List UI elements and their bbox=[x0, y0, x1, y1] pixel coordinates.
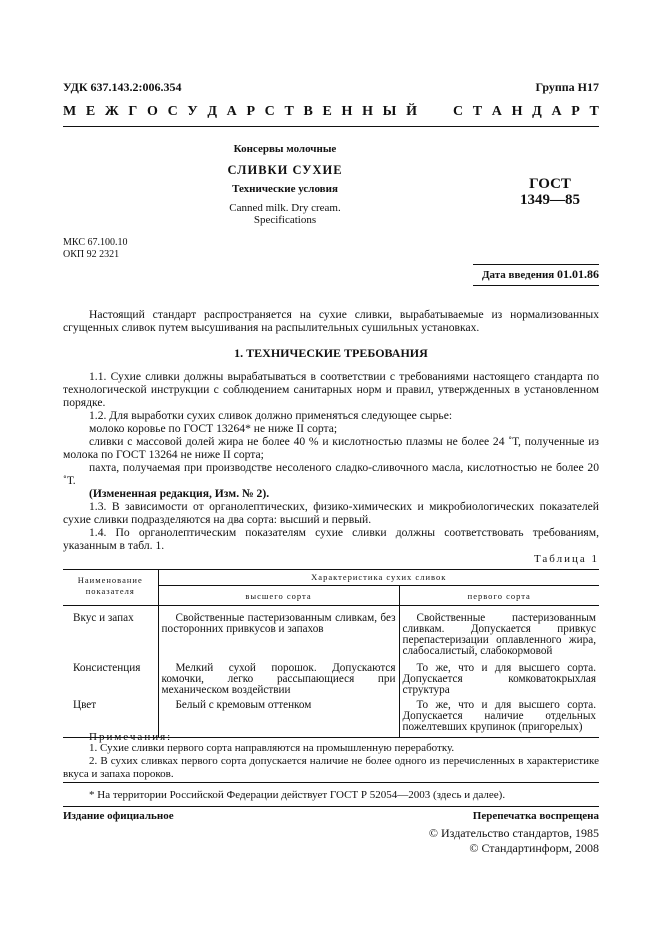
quality-table bbox=[63, 569, 599, 738]
banner-letter: С bbox=[167, 104, 178, 119]
clause-1-3: 1.3. В зависимости от органолептических, физико-химических и микробиологических показателей сухие сливки подразделяются на два сорта: высший и первый. bbox=[63, 500, 599, 526]
footnote-rule bbox=[63, 782, 599, 783]
footer-rule bbox=[63, 806, 599, 807]
banner-letter: А bbox=[491, 104, 502, 119]
table-caption: Таблица 1 bbox=[533, 553, 599, 565]
date-rule-bottom bbox=[473, 285, 599, 286]
title-english-2: Specifications bbox=[253, 214, 317, 226]
copyright-2: © Стандартинформ, 2008 bbox=[469, 841, 599, 855]
clause-1-2-buttermilk: пахта, получаемая при производстве несоленого сладко-сливочного масла, кислотностью не более 20 ˚Т. bbox=[63, 461, 599, 487]
row-indicator: Вкус и запах bbox=[63, 606, 158, 658]
banner-letter bbox=[440, 104, 444, 122]
clause-1-2-milk: молоко коровье по ГОСТ 13264* не ниже II сорта; bbox=[89, 422, 338, 435]
banner-letter: Т bbox=[472, 104, 483, 119]
row-first-grade: То же, что и для высшего сорта. Допускается наличие отдельных пожелтевших крупинок (пригорелых) bbox=[402, 699, 596, 733]
banner-letter: Е bbox=[85, 104, 96, 119]
banner-letter: В bbox=[303, 104, 313, 119]
banner-letter: А bbox=[226, 104, 237, 119]
row-top-grade: Мелкий сухой порошок. Допускаются комочки, легко рассыпающиеся при механическом воздействии bbox=[158, 657, 399, 696]
banner-letter: Р bbox=[246, 104, 255, 119]
banner-letter: А bbox=[551, 104, 562, 119]
page-title: СЛИВКИ СУХИЕ bbox=[227, 163, 343, 177]
notes-title: Примечания: bbox=[89, 731, 173, 743]
clause-1-4: 1.4. По органолептическим показателям сухие сливки должны соответствовать требованиям, указанным в табл. 1. bbox=[63, 526, 599, 552]
banner-letter: Д bbox=[207, 104, 217, 119]
title-english-1: Canned milk. Dry cream. bbox=[229, 202, 341, 214]
copyright-1: © Издательство стандартов, 1985 bbox=[428, 826, 599, 840]
row-top-grade: Свойственные пастеризованным сливкам, без посторонних привкусов и запахов bbox=[158, 606, 399, 658]
amendment-note: (Измененная редакция, Изм. № 2). bbox=[89, 487, 270, 500]
header-first-grade: первого сорта bbox=[399, 586, 599, 606]
banner-letter: Н bbox=[362, 104, 373, 119]
row-first-grade: Свойственные пастеризованным сливкам. Допускается привкус перепастеризации оплавленного жира, слабосалистый, слабокормовой bbox=[402, 612, 596, 657]
header-rule bbox=[63, 126, 599, 127]
clause-1-2-cream: сливки с массовой долей жира не более 40 % и кислотностью плазмы не более 24 ˚Т, полученные из молока по ГОСТ 13264 не ниже II сорта; bbox=[63, 435, 599, 461]
banner-letter: Е bbox=[322, 104, 332, 119]
effective-date-value: 01.01.86 bbox=[557, 267, 599, 281]
banner-letter: М bbox=[63, 104, 77, 119]
row-first-grade: То же, что и для высшего сорта. Допускается комковатокрыхлая структура bbox=[402, 662, 596, 696]
clause-1-1: 1.1. Сухие сливки должны вырабатываться в соответствии с требованиями настоящего стандарта по технологической инструкции с соблюдением санитарных норм и правил, утвержденных в установленном порядке. bbox=[63, 370, 599, 409]
group-code: Группа Н17 bbox=[535, 80, 599, 94]
intro-paragraph: Настоящий стандарт распространяется на сухие сливки, вырабатываемые из нормализованных сгущенных сливок путем высушивания на распылительных сушильных установках. bbox=[63, 308, 599, 334]
banner-letter: Н bbox=[341, 104, 353, 119]
udk-code: УДК 637.143.2:006.354 bbox=[63, 80, 182, 94]
banner-letter: Т bbox=[284, 104, 294, 119]
banner-letter: Н bbox=[511, 104, 523, 119]
gost-number: 1349—85 bbox=[520, 192, 580, 208]
table-row bbox=[63, 657, 599, 696]
clause-1-2: 1.2. Для выработки сухих сливок должно применяться следующее сырье: bbox=[89, 409, 453, 422]
banner-letter: С bbox=[264, 104, 275, 119]
note-1: 1. Сухие сливки первого сорта направляются на промышленную переработку. bbox=[89, 742, 455, 754]
row-top-grade: Белый с кремовым оттенком bbox=[158, 696, 399, 738]
row-indicator: Консистенция bbox=[63, 657, 158, 696]
banner-letter: Г bbox=[128, 104, 138, 119]
table-row bbox=[63, 606, 599, 658]
header-characteristics: Характеристика сухих сливок bbox=[158, 570, 599, 586]
banner-letter: Р bbox=[571, 104, 580, 119]
official-edition: Издание официальное bbox=[63, 810, 174, 822]
okp-code: ОКП 92 2321 bbox=[63, 249, 120, 260]
banner-letter: Ж bbox=[104, 104, 119, 119]
banner-letter: С bbox=[452, 104, 464, 119]
section-heading: 1. ТЕХНИЧЕСКИЕ ТРЕБОВАНИЯ bbox=[234, 346, 428, 360]
gost-label: ГОСТ bbox=[529, 176, 571, 192]
title-category: Консервы молочные bbox=[233, 143, 337, 155]
row-indicator: Цвет bbox=[63, 696, 158, 738]
banner-letter: Й bbox=[406, 104, 417, 119]
mks-code: МКС 67.100.10 bbox=[63, 237, 128, 248]
banner-letter: У bbox=[187, 104, 198, 119]
interstate-standard-banner bbox=[63, 104, 599, 122]
reprint-notice: Перепечатка воспрещена bbox=[472, 810, 599, 822]
note-2: 2. В сухих сливках первого сорта допускается наличие не более одного из перечисленных в характеристике вкуса и запаха пороков. bbox=[63, 755, 599, 780]
header-indicator: Наименование показателя bbox=[63, 570, 158, 606]
effective-date bbox=[400, 268, 599, 282]
effective-date-label: Дата введения bbox=[481, 269, 555, 281]
banner-letter: Д bbox=[532, 104, 542, 119]
footnote: * На территории Российской Федерации действует ГОСТ Р 52054—2003 (здесь и далее). bbox=[89, 789, 506, 801]
banner-letter: Ы bbox=[382, 104, 397, 119]
banner-letter: Т bbox=[589, 104, 599, 119]
header-top-grade: высшего сорта bbox=[158, 586, 399, 606]
title-subtitle: Технические условия bbox=[232, 183, 338, 195]
date-rule-top bbox=[473, 264, 599, 265]
banner-letter bbox=[427, 104, 431, 122]
banner-letter: О bbox=[147, 104, 158, 119]
